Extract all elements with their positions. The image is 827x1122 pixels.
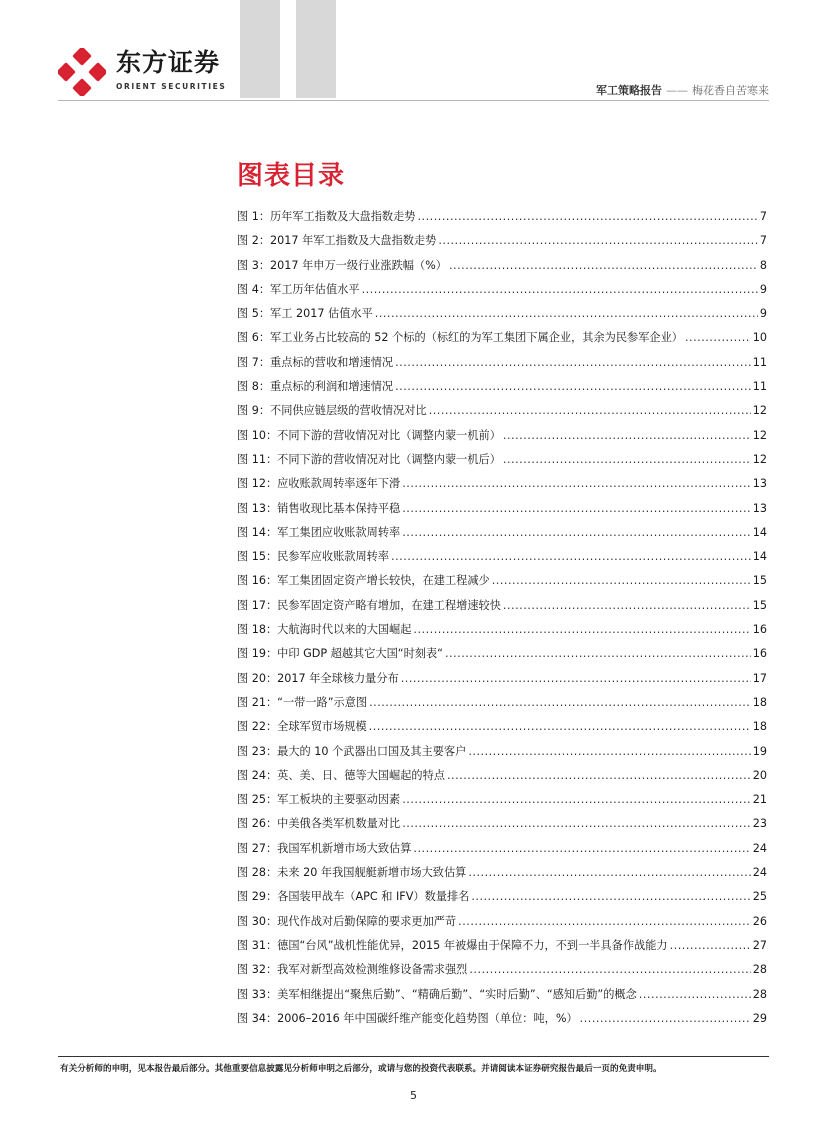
toc-leader-dots: [468, 745, 750, 758]
toc-entry-page: 9: [759, 282, 767, 296]
toc-leader-dots: [492, 574, 751, 587]
toc-leader-dots: [468, 866, 750, 879]
toc-entry-page: 18: [752, 695, 767, 709]
toc-leader-dots: [438, 234, 758, 247]
toc-entry-page: 21: [752, 793, 767, 807]
toc-entry[interactable]: [237, 767, 767, 791]
toc-list: [237, 208, 767, 1034]
toc-entry-page: 26: [752, 914, 767, 928]
toc-entry-label: 图 26：中美俄各类军机数量对比: [237, 817, 401, 831]
toc-entry-page: 10: [752, 331, 767, 345]
toc-entry-page: 11: [752, 355, 767, 369]
report-type: 军工策略报告: [596, 84, 662, 97]
toc-entry-page: 12: [752, 428, 767, 442]
toc-entry[interactable]: [237, 621, 767, 645]
logo-text-cn: 东方证券: [116, 48, 221, 77]
toc-entry-label: 图 21：“一带一路”示意图: [237, 695, 368, 709]
toc-entry-page: 14: [752, 550, 767, 564]
toc-entry[interactable]: [237, 961, 767, 985]
toc-entry-label: 图 7：重点标的营收和增速情况: [237, 355, 394, 369]
toc-entry[interactable]: [237, 548, 767, 572]
toc-leader-dots: [395, 380, 751, 393]
toc-entry-page: 16: [752, 647, 767, 661]
toc-leader-dots: [402, 526, 751, 539]
toc-entry-page: 7: [759, 210, 767, 223]
toc-entry-label: 图 30：现代作战对后勤保障的要求更加严苛: [237, 914, 457, 928]
toc-entry-label: 图 5：军工 2017 估值水平: [237, 307, 373, 321]
toc-entry[interactable]: [237, 232, 767, 256]
toc-entry-page: 28: [752, 987, 767, 1001]
toc-entry-page: 23: [752, 817, 767, 831]
toc-entry[interactable]: [237, 208, 767, 232]
toc-entry[interactable]: [237, 937, 767, 961]
toc-entry-label: 图 4：军工历年估值水平: [237, 282, 360, 296]
toc-entry[interactable]: [237, 743, 767, 767]
toc-entry[interactable]: [237, 864, 767, 888]
toc-leader-dots: [447, 769, 751, 782]
toc-entry-page: 20: [752, 768, 767, 782]
toc-entry-label: 图 2：2017 年军工指数及大盘指数走势: [237, 234, 437, 248]
toc-entry[interactable]: [237, 694, 767, 718]
toc-leader-dots: [418, 210, 758, 223]
toc-leader-dots: [402, 793, 751, 806]
toc-entry-page: 15: [752, 574, 767, 588]
toc-entry[interactable]: [237, 670, 767, 694]
toc-leader-dots: [580, 1012, 751, 1025]
toc-leader-dots: [401, 672, 751, 685]
toc-leader-dots: [402, 477, 751, 490]
toc-leader-dots: [449, 259, 758, 272]
toc-entry-label: 图 13：销售收现比基本保持平稳: [237, 501, 401, 515]
toc-entry[interactable]: [237, 986, 767, 1010]
toc-leader-dots: [685, 331, 751, 344]
toc-leader-dots: [503, 599, 751, 612]
toc-entry-label: 图 3：2017 年申万一级行业涨跌幅（%）: [237, 258, 447, 272]
report-dash: ——: [666, 84, 688, 97]
toc-leader-dots: [413, 842, 750, 855]
toc-leader-dots: [391, 550, 751, 563]
toc-leader-dots: [503, 453, 751, 466]
toc-entry[interactable]: [237, 451, 767, 475]
toc-entry-page: 18: [752, 720, 767, 734]
toc-entry[interactable]: [237, 597, 767, 621]
toc-entry[interactable]: [237, 257, 767, 281]
toc-entry-label: 图 32：我军对新型高效检测维修设备需求强烈: [237, 963, 468, 977]
toc-entry-label: 图 18：大航海时代以来的大国崛起: [237, 623, 412, 637]
report-subtitle: 梅花香自苦寒来: [692, 84, 769, 97]
toc-title: 图表目录: [237, 161, 346, 191]
toc-entry-page: 9: [759, 307, 767, 321]
toc-entry-page: 25: [752, 890, 767, 904]
toc-entry-page: 12: [752, 452, 767, 466]
toc-entry-page: 8: [759, 258, 767, 272]
toc-entry-label: 图 10：不同下游的营收情况对比（调整内蒙一机前）: [237, 428, 501, 442]
toc-entry-page: 12: [752, 404, 767, 418]
toc-entry-label: 图 9：不同供应链层级的营收情况对比: [237, 404, 427, 418]
toc-entry[interactable]: [237, 500, 767, 524]
toc-entry[interactable]: [237, 354, 767, 378]
toc-entry[interactable]: [237, 840, 767, 864]
toc-entry-label: 图 20：2017 年全球核力量分布: [237, 671, 399, 685]
toc-entry[interactable]: [237, 329, 767, 353]
toc-leader-dots: [369, 720, 751, 733]
toc-entry[interactable]: [237, 402, 767, 426]
report-header-title: [596, 82, 769, 98]
toc-entry[interactable]: [237, 718, 767, 742]
toc-entry-label: 图 33：美军相继提出“聚焦后勤”、“精确后勤”、“实时后勤”、“感知后勤”的概念: [237, 987, 637, 1001]
toc-entry-label: 图 17：民参军固定资产略有增加，在建工程增速较快: [237, 598, 501, 612]
toc-entry[interactable]: [237, 281, 767, 305]
toc-entry-label: 图 16：军工集团固定资产增长较快，在建工程减少: [237, 574, 490, 588]
toc-entry-label: 图 12：应收账款周转率逐年下滑: [237, 477, 401, 491]
toc-entry-label: 图 8：重点标的利润和增速情况: [237, 380, 394, 394]
toc-entry-label: 图 22：全球军贸市场规模: [237, 720, 367, 734]
toc-leader-dots: [369, 696, 751, 709]
toc-entry-page: 17: [752, 671, 767, 685]
toc-entry[interactable]: [237, 572, 767, 596]
page-number: 5: [410, 1089, 417, 1102]
toc-leader-dots: [429, 404, 751, 417]
toc-entry[interactable]: [237, 913, 767, 937]
toc-leader-dots: [402, 502, 751, 515]
toc-leader-dots: [670, 939, 751, 952]
toc-entry[interactable]: [237, 791, 767, 815]
toc-entry[interactable]: [237, 645, 767, 669]
toc-entry[interactable]: [237, 1010, 767, 1034]
company-logo: [58, 46, 233, 100]
toc-entry-label: 图 11：不同下游的营收情况对比（调整内蒙一机后）: [237, 452, 501, 466]
toc-entry-label: 图 14：军工集团应收账款周转率: [237, 525, 401, 539]
toc-leader-dots: [471, 890, 750, 903]
toc-entry-label: 图 15：民参军应收账款周转率: [237, 550, 390, 564]
toc-entry[interactable]: [237, 378, 767, 402]
toc-entry[interactable]: [237, 524, 767, 548]
toc-entry-page: 16: [752, 623, 767, 637]
toc-leader-dots: [395, 356, 751, 369]
toc-entry-page: 24: [752, 866, 767, 880]
toc-leader-dots: [503, 429, 751, 442]
toc-entry-page: 13: [752, 501, 767, 515]
toc-leader-dots: [458, 915, 751, 928]
toc-entry-label: 图 28：未来 20 年我国舰艇新增市场大致估算: [237, 866, 467, 880]
toc-entry-page: 15: [752, 598, 767, 612]
toc-entry[interactable]: [237, 888, 767, 912]
toc-leader-dots: [445, 647, 751, 660]
toc-entry-label: 图 24：英、美、日、德等大国崛起的特点: [237, 768, 445, 782]
toc-entry-label: 图 34：2006–2016 年中国碳纤维产能变化趋势图（单位：吨，%）: [237, 1011, 578, 1025]
header-decor-bar: [240, 0, 280, 98]
toc-entry[interactable]: [237, 815, 767, 839]
toc-leader-dots: [375, 307, 758, 320]
header-decor-bar: [296, 0, 336, 98]
toc-entry-label: 图 31：德国“台风”战机性能优异，2015 年被爆由于保障不力，不到一半具备作战能力: [237, 938, 668, 952]
toc-leader-dots: [639, 988, 751, 1001]
toc-entry-label: 图 23：最大的 10 个武器出口国及其主要客户: [237, 744, 467, 758]
header-divider: [58, 100, 769, 101]
toc-leader-dots: [402, 817, 751, 830]
logo-mark-icon: [58, 48, 106, 96]
toc-entry-label: 图 29：各国装甲战车（APC 和 IFV）数量排名: [237, 890, 470, 904]
toc-entry[interactable]: [237, 427, 767, 451]
toc-entry-page: 14: [752, 525, 767, 539]
toc-entry-page: 24: [752, 841, 767, 855]
toc-leader-dots: [413, 623, 750, 636]
footer-divider: [58, 1056, 769, 1057]
toc-entry-label: 图 27：我国军机新增市场大致估算: [237, 841, 412, 855]
footer-disclaimer: 有关分析师的申明，见本报告最后部分。其他重要信息披露见分析师申明之后部分，或请与您的投资代表联系。并请阅读本证券研究报告最后一页的免责申明。: [60, 1064, 662, 1074]
toc-entry-label: 图 6：军工业务占比较高的 52 个标的（标红的为军工集团下属企业，其余为民参军企业）: [237, 331, 683, 345]
toc-leader-dots: [469, 963, 750, 976]
toc-entry-label: 图 19：中印 GDP 超越其它大国“时刻表“: [237, 647, 443, 661]
toc-entry[interactable]: [237, 475, 767, 499]
toc-entry-page: 29: [752, 1011, 767, 1025]
toc-entry-page: 19: [752, 744, 767, 758]
toc-entry-page: 13: [752, 477, 767, 491]
toc-entry-page: 7: [759, 234, 767, 248]
toc-entry-label: 图 1：历年军工指数及大盘指数走势: [237, 210, 416, 223]
toc-entry-page: 28: [752, 963, 767, 977]
toc-leader-dots: [362, 283, 758, 296]
toc-entry[interactable]: [237, 305, 767, 329]
toc-entry-page: 11: [752, 380, 767, 394]
toc-entry-label: 图 25：军工板块的主要驱动因素: [237, 793, 401, 807]
toc-entry-page: 27: [752, 938, 767, 952]
logo-text-en: ORIENT SECURITIES: [116, 82, 227, 91]
